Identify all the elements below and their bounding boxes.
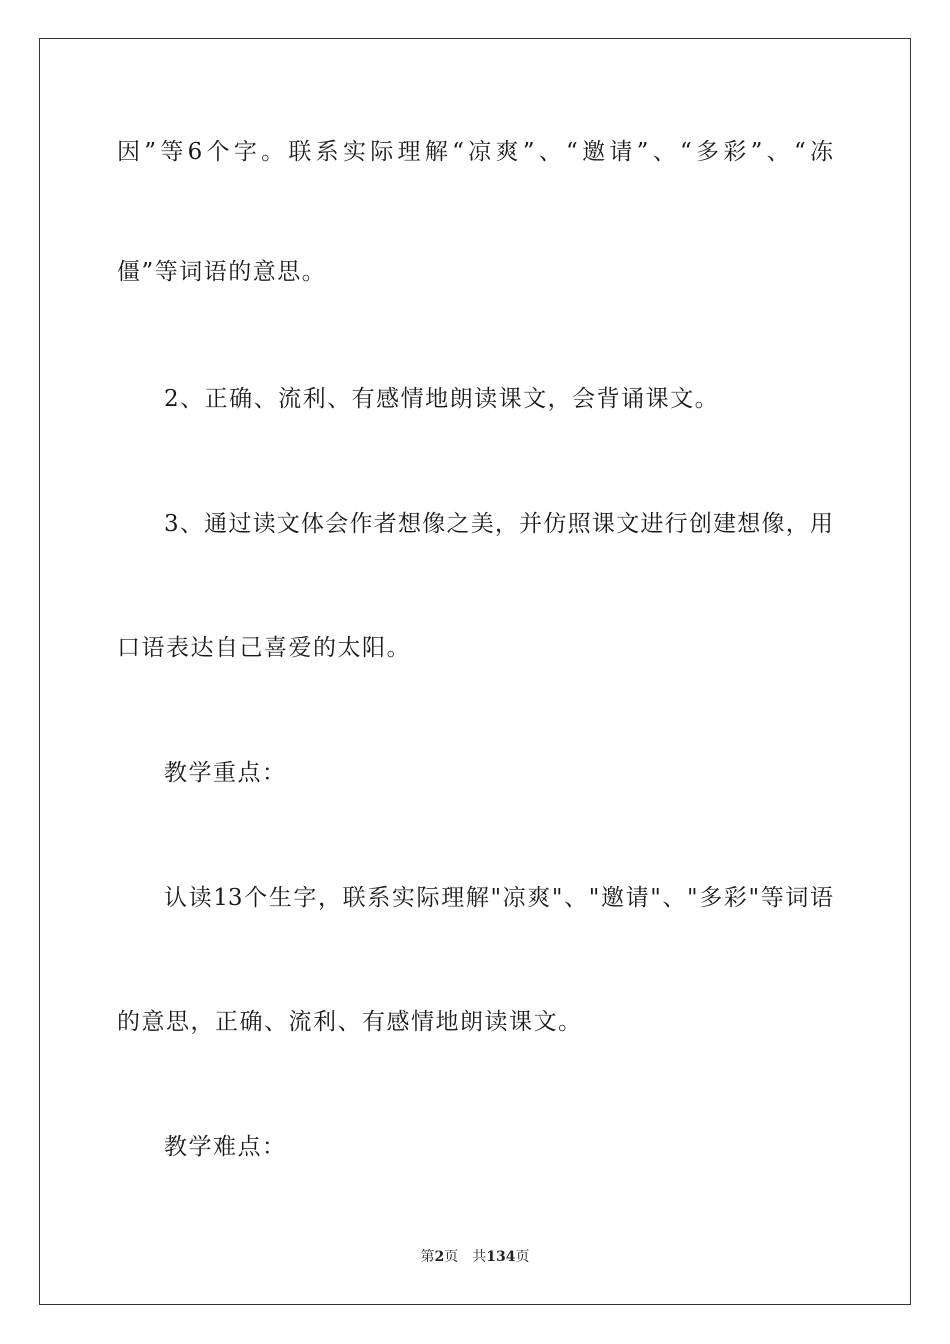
text-line: 口语表达自己喜爱的太阳。 [117, 635, 411, 661]
page-label-prefix: 第 [420, 1249, 435, 1265]
page-number: 2 [434, 1249, 445, 1265]
text-line: 3、通过读文体会作者想像之美，并仿照课文进行创建想像，用 [164, 511, 833, 537]
section-heading: 教学难点： [164, 1134, 287, 1160]
page-footer [0, 1248, 950, 1266]
total-label-suffix: 页 [515, 1249, 530, 1265]
text-line: 因”等6个字。联系实际理解“凉爽”、“邀请”、“多彩”、“冻 [117, 139, 833, 165]
total-label-prefix: 共 [472, 1249, 487, 1265]
text-line: 2、正确、流利、有感情地朗读课文，会背诵课文。 [164, 386, 720, 412]
page-label-suffix: 页 [444, 1249, 459, 1265]
text-line: 认读13个生字，联系实际理解"凉爽"、"邀请"、"多彩"等词语 [164, 885, 833, 911]
text-line: 僵”等词语的意思。 [117, 259, 327, 285]
page-border [39, 38, 911, 1305]
section-heading: 教学重点： [164, 760, 287, 786]
text-line: 的意思，正确、流利、有感情地朗读课文。 [117, 1009, 583, 1035]
total-pages: 134 [486, 1249, 516, 1265]
